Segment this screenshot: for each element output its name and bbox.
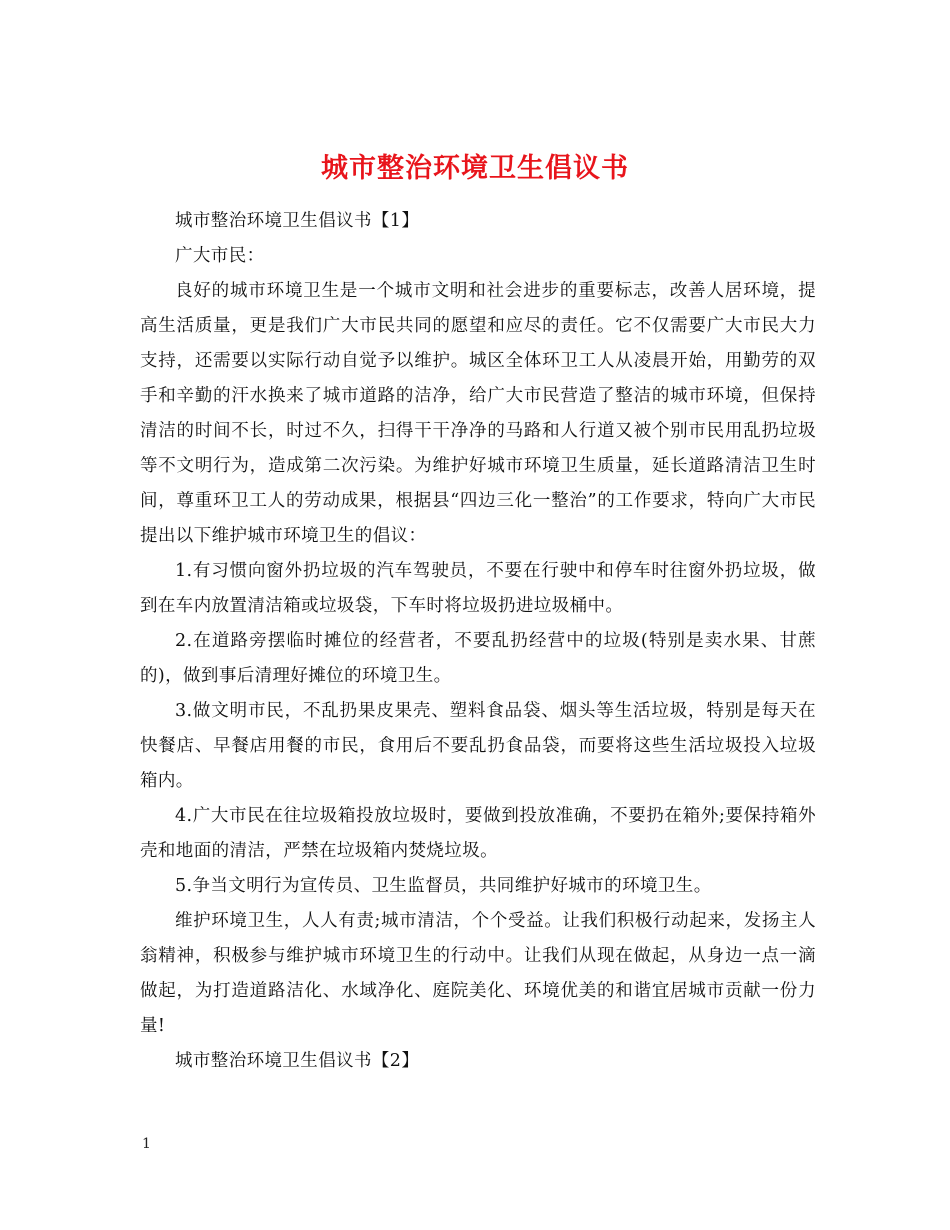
intro-paragraph: 良好的城市环境卫生是一个城市文明和社会进步的重要标志，改善人居环境，提高生活质量，更是我们广大市民共同的愿望和应尽的责任。它不仅需要广大市民大力支持，还需要以实际行动自觉予以维护。城区全体环卫工人从凌晨开始，用勤劳的双手和辛勤的汗水换来了城市道路的洁净，给广大市民营造了整洁的城市环境，但保持清洁的时间不长，时过不久，扫得干干净净的马路和人行道又被个别市民用乱扔垃圾等不文明行为，造成第二次污染。为维护好城市环境卫生质量，延长道路清洁卫生时间，尊重环卫工人的劳动成果，根据县“四边三化一整治”的工作要求，特向广大市民提出以下维护城市环境卫生的倡议： <box>140 281 816 546</box>
closing-paragraph: 维护环境卫生，人人有责;城市清洁，个个受益。让我们积极行动起来，发扬主人翁精神，积极参与维护城市环境卫生的行动中。让我们从现在做起，从身边一点一滴做起，为打造道路洁化、水域净化、庭院美化、环境优美的和谐宜居城市贡献一份力量! <box>140 911 816 1036</box>
page-number: 1 <box>142 1136 151 1152</box>
document-body <box>140 204 816 1079</box>
section-heading-1: 城市整治环境卫生倡议书【1】 <box>175 211 420 231</box>
proposal-item-5: 5.争当文明行为宣传员、卫生监督员，共同维护好城市的环境卫生。 <box>175 876 712 896</box>
proposal-item-2: 2.在道路旁摆临时摊位的经营者，不要乱扔经营中的垃圾(特别是卖水果、甘蔗的)，做到事后清理好摊位的环境卫生。 <box>140 631 816 686</box>
proposal-item-3: 3.做文明市民，不乱扔果皮果壳、塑料食品袋、烟头等生活垃圾，特别是每天在快餐店、早餐店用餐的市民，食用后不要乱扔食品袋，而要将这些生活垃圾投入垃圾箱内。 <box>140 701 816 791</box>
salutation: 广大市民： <box>175 246 265 266</box>
proposal-item-4: 4.广大市民在往垃圾箱投放垃圾时，要做到投放准确，不要扔在箱外;要保持箱外壳和地面的清洁，严禁在垃圾箱内焚烧垃圾。 <box>140 806 816 861</box>
section-heading-2: 城市整治环境卫生倡议书【2】 <box>175 1051 420 1071</box>
document-title: 城市整治环境卫生倡议书 <box>321 153 629 185</box>
proposal-item-1: 1.有习惯向窗外扔垃圾的汽车驾驶员，不要在行驶中和停车时往窗外扔垃圾，做到在车内放置清洁箱或垃圾袋，下车时将垃圾扔进垃圾桶中。 <box>140 561 816 616</box>
